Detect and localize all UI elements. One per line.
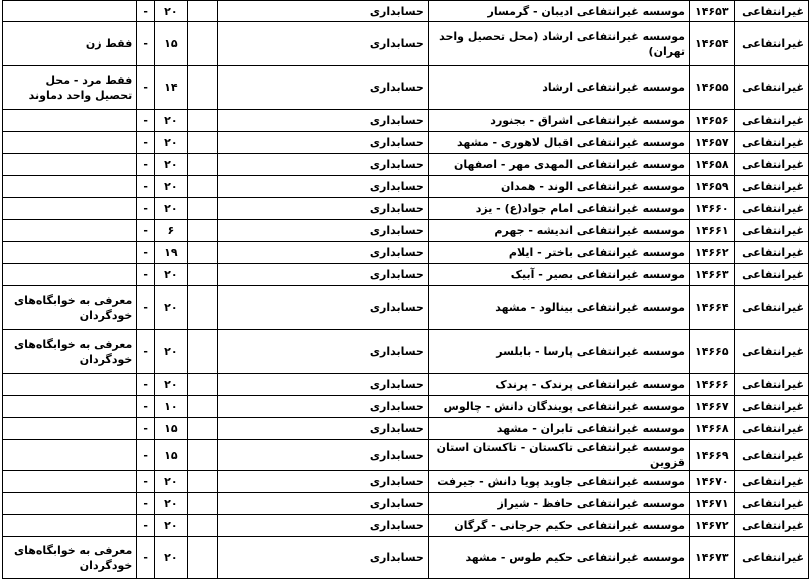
dash-cell: - (137, 220, 155, 242)
field-of-study-cell: حسابداری (218, 176, 429, 198)
field-of-study-cell: حسابداری (218, 374, 429, 396)
institution-type-cell: غیرانتفاعی (734, 220, 808, 242)
dash-cell: - (137, 374, 155, 396)
dash-cell: - (137, 1, 155, 22)
capacity-cell: ۱۰ (155, 396, 188, 418)
field-of-study-cell: حسابداری (218, 537, 429, 579)
institution-type-cell: غیرانتفاعی (734, 132, 808, 154)
institution-name-cell: موسسه غیرانتفاعی جاوید پویا دانش - جیرفت (428, 471, 689, 493)
note-cell: معرفی به خوابگاه‌های خودگردان (3, 330, 137, 374)
program-code-cell: ۱۴۶۶۴ (689, 286, 734, 330)
program-code-cell: ۱۴۶۶۹ (689, 440, 734, 471)
institution-name-cell: موسسه غیرانتفاعی امام جواد(ع) - یزد (428, 198, 689, 220)
program-code-cell: ۱۴۶۵۳ (689, 1, 734, 22)
program-code-cell: ۱۴۶۶۵ (689, 330, 734, 374)
note-cell (3, 110, 137, 132)
program-code-cell: ۱۴۶۵۸ (689, 154, 734, 176)
table-row (3, 132, 809, 154)
dash-cell: - (137, 132, 155, 154)
institution-name-cell: موسسه غیرانتفاعی حکیم طوس - مشهد (428, 537, 689, 579)
institution-type-cell: غیرانتفاعی (734, 22, 808, 66)
dash-cell: - (137, 154, 155, 176)
institution-name-cell: موسسه غیرانتفاعی اقبال لاهوری - مشهد (428, 132, 689, 154)
program-code-cell: ۱۴۶۶۸ (689, 418, 734, 440)
dash-cell: - (137, 198, 155, 220)
empty-cell (187, 440, 217, 471)
table-row (3, 330, 809, 374)
dash-cell: - (137, 22, 155, 66)
programs-table-body (3, 1, 809, 579)
field-of-study-cell: حسابداری (218, 220, 429, 242)
program-code-cell: ۱۴۶۶۱ (689, 220, 734, 242)
field-of-study-cell: حسابداری (218, 330, 429, 374)
field-of-study-cell: حسابداری (218, 515, 429, 537)
table-row (3, 515, 809, 537)
institution-type-cell: غیرانتفاعی (734, 110, 808, 132)
program-code-cell: ۱۴۶۶۷ (689, 396, 734, 418)
dash-cell: - (137, 242, 155, 264)
field-of-study-cell: حسابداری (218, 132, 429, 154)
table-row (3, 242, 809, 264)
capacity-cell: ۲۰ (155, 493, 188, 515)
capacity-cell: ۲۰ (155, 176, 188, 198)
empty-cell (187, 110, 217, 132)
institution-type-cell: غیرانتفاعی (734, 493, 808, 515)
capacity-cell: ۲۰ (155, 330, 188, 374)
dash-cell: - (137, 264, 155, 286)
table-row (3, 537, 809, 579)
institution-name-cell: موسسه غیرانتفاعی تابران - مشهد (428, 418, 689, 440)
note-cell (3, 440, 137, 471)
field-of-study-cell: حسابداری (218, 440, 429, 471)
program-code-cell: ۱۴۶۷۲ (689, 515, 734, 537)
program-code-cell: ۱۴۶۶۲ (689, 242, 734, 264)
empty-cell (187, 66, 217, 110)
dash-cell: - (137, 66, 155, 110)
institution-type-cell: غیرانتفاعی (734, 154, 808, 176)
dash-cell: - (137, 515, 155, 537)
empty-cell (187, 537, 217, 579)
empty-cell (187, 220, 217, 242)
program-code-cell: ۱۴۶۷۳ (689, 537, 734, 579)
institution-type-cell: غیرانتفاعی (734, 440, 808, 471)
capacity-cell: ۱۵ (155, 440, 188, 471)
table-row (3, 110, 809, 132)
program-code-cell: ۱۴۶۶۰ (689, 198, 734, 220)
institution-name-cell: موسسه غیرانتفاعی ارشاد (محل تحصیل واحد تهران) (428, 22, 689, 66)
empty-cell (187, 418, 217, 440)
capacity-cell: ۲۰ (155, 198, 188, 220)
empty-cell (187, 374, 217, 396)
dash-cell: - (137, 537, 155, 579)
empty-cell (187, 132, 217, 154)
capacity-cell: ۲۰ (155, 1, 188, 22)
program-code-cell: ۱۴۶۵۵ (689, 66, 734, 110)
field-of-study-cell: حسابداری (218, 110, 429, 132)
table-row (3, 471, 809, 493)
empty-cell (187, 493, 217, 515)
institution-type-cell: غیرانتفاعی (734, 330, 808, 374)
capacity-cell: ۱۹ (155, 242, 188, 264)
note-cell (3, 220, 137, 242)
empty-cell (187, 515, 217, 537)
capacity-cell: ۲۰ (155, 515, 188, 537)
table-row (3, 493, 809, 515)
note-cell (3, 471, 137, 493)
institution-type-cell: غیرانتفاعی (734, 1, 808, 22)
field-of-study-cell: حسابداری (218, 264, 429, 286)
capacity-cell: ۲۰ (155, 110, 188, 132)
dash-cell: - (137, 286, 155, 330)
capacity-cell: ۲۰ (155, 132, 188, 154)
program-code-cell: ۱۴۶۵۶ (689, 110, 734, 132)
note-cell (3, 418, 137, 440)
institution-name-cell: موسسه غیرانتفاعی اندیشه - جهرم (428, 220, 689, 242)
institution-name-cell: موسسه غیرانتفاعی پرندک - پرندک (428, 374, 689, 396)
empty-cell (187, 396, 217, 418)
capacity-cell: ۲۰ (155, 374, 188, 396)
empty-cell (187, 176, 217, 198)
dash-cell: - (137, 493, 155, 515)
capacity-cell: ۱۵ (155, 418, 188, 440)
empty-cell (187, 198, 217, 220)
institution-type-cell: غیرانتفاعی (734, 374, 808, 396)
empty-cell (187, 471, 217, 493)
institution-type-cell: غیرانتفاعی (734, 242, 808, 264)
field-of-study-cell: حسابداری (218, 242, 429, 264)
dash-cell: - (137, 440, 155, 471)
note-cell (3, 515, 137, 537)
field-of-study-cell: حسابداری (218, 493, 429, 515)
program-code-cell: ۱۴۶۶۶ (689, 374, 734, 396)
institution-type-cell: غیرانتفاعی (734, 537, 808, 579)
institution-name-cell: موسسه غیرانتفاعی باختر - ایلام (428, 242, 689, 264)
field-of-study-cell: حسابداری (218, 286, 429, 330)
note-cell (3, 242, 137, 264)
capacity-cell: ۱۴ (155, 66, 188, 110)
empty-cell (187, 286, 217, 330)
institution-name-cell: موسسه غیرانتفاعی الوند - همدان (428, 176, 689, 198)
institution-type-cell: غیرانتفاعی (734, 418, 808, 440)
institution-name-cell: موسسه غیرانتفاعی بینالود - مشهد (428, 286, 689, 330)
note-cell (3, 264, 137, 286)
program-code-cell: ۱۴۶۷۱ (689, 493, 734, 515)
field-of-study-cell: حسابداری (218, 66, 429, 110)
field-of-study-cell: حسابداری (218, 471, 429, 493)
capacity-cell: ۲۰ (155, 286, 188, 330)
program-code-cell: ۱۴۶۶۳ (689, 264, 734, 286)
empty-cell (187, 242, 217, 264)
dash-cell: - (137, 471, 155, 493)
field-of-study-cell: حسابداری (218, 418, 429, 440)
note-cell: فقط مرد - محل تحصیل واحد دماوند (3, 66, 137, 110)
note-cell (3, 154, 137, 176)
dash-cell: - (137, 176, 155, 198)
institution-name-cell: موسسه غیرانتفاعی ادیبان - گرمسار (428, 1, 689, 22)
table-row (3, 440, 809, 471)
field-of-study-cell: حسابداری (218, 154, 429, 176)
institution-type-cell: غیرانتفاعی (734, 286, 808, 330)
institution-name-cell: موسسه غیرانتفاعی پارسا - بابلسر (428, 330, 689, 374)
institution-type-cell: غیرانتفاعی (734, 198, 808, 220)
empty-cell (187, 22, 217, 66)
table-row (3, 22, 809, 66)
field-of-study-cell: حسابداری (218, 198, 429, 220)
program-code-cell: ۱۴۶۵۴ (689, 22, 734, 66)
dash-cell: - (137, 418, 155, 440)
field-of-study-cell: حسابداری (218, 22, 429, 66)
institution-name-cell: موسسه غیرانتفاعی حکیم جرجانی - گرگان (428, 515, 689, 537)
table-row (3, 176, 809, 198)
institution-type-cell: غیرانتفاعی (734, 396, 808, 418)
table-row (3, 66, 809, 110)
capacity-cell: ۲۰ (155, 471, 188, 493)
dash-cell: - (137, 396, 155, 418)
institution-name-cell: موسسه غیرانتفاعی تاکستان - تاکستان استان قزوین (428, 440, 689, 471)
note-cell: معرفی به خوابگاه‌های خودگردان (3, 286, 137, 330)
capacity-cell: ۶ (155, 220, 188, 242)
dash-cell: - (137, 330, 155, 374)
institution-type-cell: غیرانتفاعی (734, 471, 808, 493)
capacity-cell: ۲۰ (155, 537, 188, 579)
institution-name-cell: موسسه غیرانتفاعی اشراق - بجنورد (428, 110, 689, 132)
capacity-cell: ۲۰ (155, 264, 188, 286)
institution-type-cell: غیرانتفاعی (734, 176, 808, 198)
note-cell (3, 374, 137, 396)
field-of-study-cell: حسابداری (218, 1, 429, 22)
field-of-study-cell: حسابداری (218, 396, 429, 418)
table-row (3, 286, 809, 330)
empty-cell (187, 154, 217, 176)
note-cell (3, 396, 137, 418)
note-cell (3, 198, 137, 220)
note-cell: معرفی به خوابگاه‌های خودگردان (3, 537, 137, 579)
institution-name-cell: موسسه غیرانتفاعی المهدی مهر - اصفهان (428, 154, 689, 176)
empty-cell (187, 330, 217, 374)
dash-cell: - (137, 110, 155, 132)
program-code-cell: ۱۴۶۵۷ (689, 132, 734, 154)
institution-name-cell: موسسه غیرانتفاعی بصیر - آبیک (428, 264, 689, 286)
note-cell (3, 132, 137, 154)
table-row (3, 154, 809, 176)
table-row (3, 1, 809, 22)
institution-name-cell: موسسه غیرانتفاعی حافظ - شیراز (428, 493, 689, 515)
institution-type-cell: غیرانتفاعی (734, 264, 808, 286)
institution-type-cell: غیرانتفاعی (734, 515, 808, 537)
table-row (3, 264, 809, 286)
note-cell (3, 1, 137, 22)
empty-cell (187, 1, 217, 22)
capacity-cell: ۲۰ (155, 154, 188, 176)
table-row (3, 198, 809, 220)
note-cell (3, 176, 137, 198)
table-row (3, 418, 809, 440)
note-cell (3, 493, 137, 515)
program-code-cell: ۱۴۶۷۰ (689, 471, 734, 493)
institution-type-cell: غیرانتفاعی (734, 66, 808, 110)
table-row (3, 396, 809, 418)
empty-cell (187, 264, 217, 286)
table-row (3, 220, 809, 242)
note-cell: فقط زن (3, 22, 137, 66)
programs-table (2, 0, 809, 579)
capacity-cell: ۱۵ (155, 22, 188, 66)
table-row (3, 374, 809, 396)
program-code-cell: ۱۴۶۵۹ (689, 176, 734, 198)
institution-name-cell: موسسه غیرانتفاعی ارشاد (428, 66, 689, 110)
institution-name-cell: موسسه غیرانتفاعی پویندگان دانش - چالوس (428, 396, 689, 418)
